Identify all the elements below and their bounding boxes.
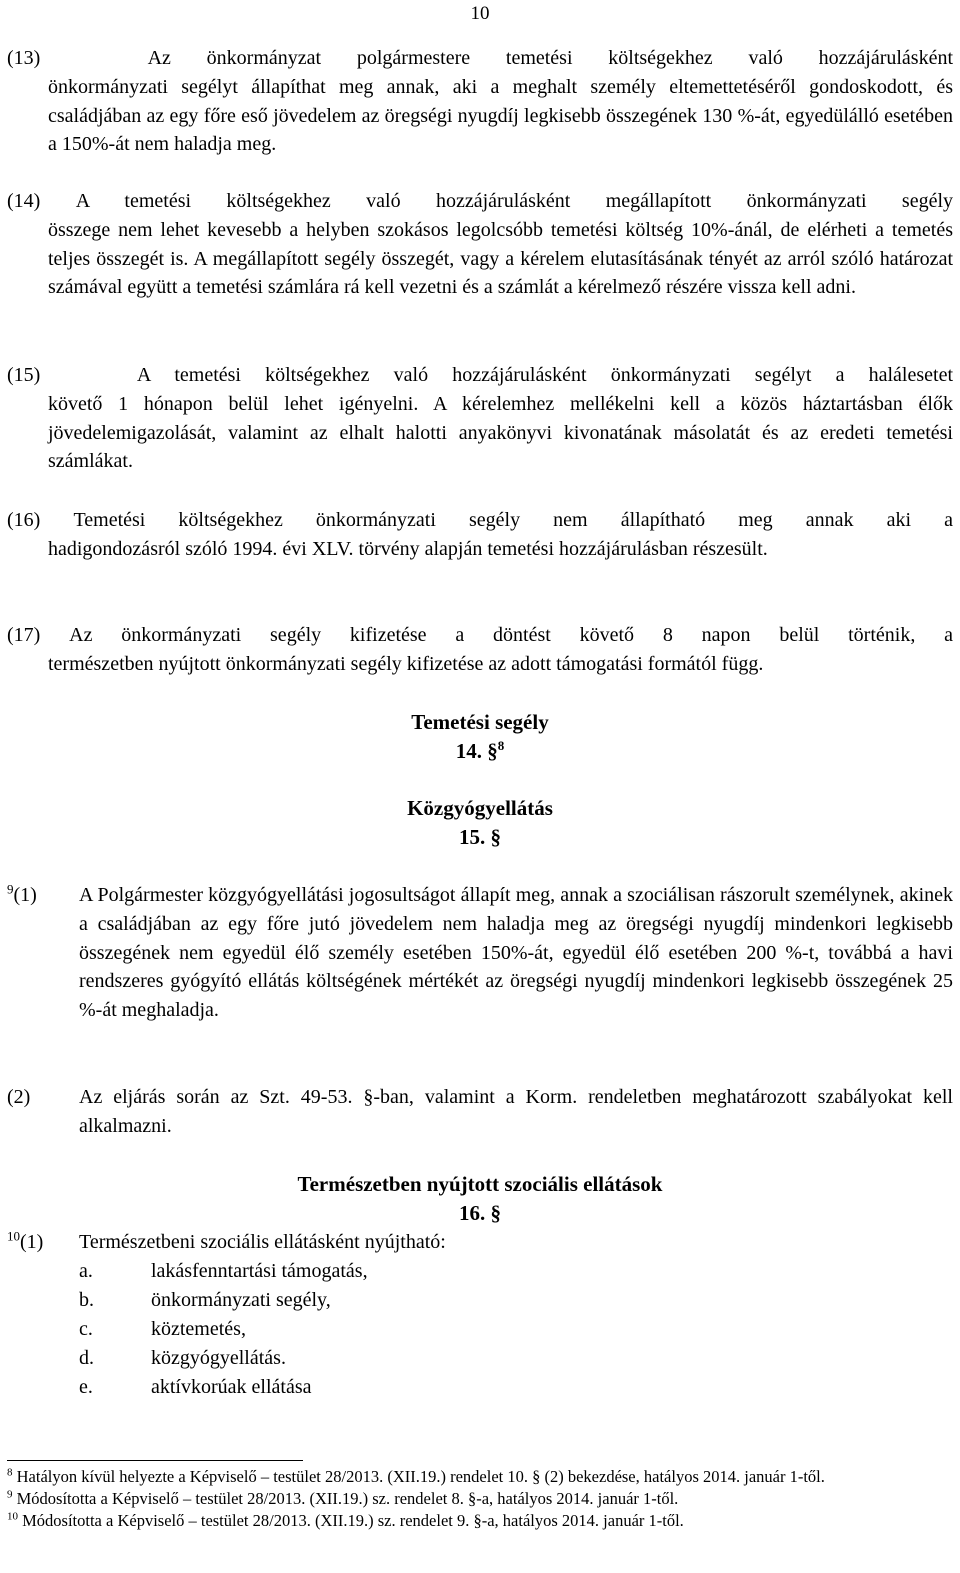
section-14-number: 14. § bbox=[455, 739, 498, 763]
footnote-number: 9 bbox=[7, 1488, 13, 1501]
paragraph-14-first-line bbox=[7, 187, 953, 216]
list-item-letter: b. bbox=[79, 1289, 94, 1311]
footnote-separator bbox=[7, 1460, 303, 1461]
section-16-heading: 16. § bbox=[459, 1201, 501, 1225]
paragraph-17 bbox=[7, 621, 953, 679]
footnote-text: Módosította a Képviselő – testület 28/2013. (XII.19.) sz. rendelet 8. §-a, hatályos 2014. január 1-től. bbox=[12, 1489, 679, 1508]
section-15-paragraph-1-label bbox=[7, 881, 79, 910]
list-item-letter: e. bbox=[79, 1376, 93, 1398]
paragraph-13-number: (13) bbox=[7, 47, 41, 69]
footnotes bbox=[7, 1466, 953, 1532]
paragraph-15-text: követő 1 hónapon belül lehet igényelni. A kérelemhez mellékelni kell a közös háztartásban élők jövedelemigazolását, valamint az elhalt halotti anyakönyvi kivonatának másolatát és az eredeti temetési számlákat. bbox=[48, 392, 953, 473]
paragraph-15 bbox=[7, 361, 953, 476]
paragraph-16-first-line bbox=[7, 506, 953, 535]
section-15-paragraph-1-text: A Polgármester közgyógyellátási jogosultságot állapít meg, annak a szociálisan rászorult személynek, akinek a családjában az egy főre jutó jövedelem nem haladja meg az öregségi nyugdíj mindenkori legkisebb összegének nem egyedül élő személy esetében 150%-át, egyedül élő esetében 200 %-t, továbbá a havi rendszeres gyógyító ellátás költségének mértékét az öregségi nyugdíj mindenkori legkisebb összegének 25 %-át meghaladja. bbox=[79, 884, 953, 1022]
section-16-paragraph-1-text: Természetbeni szociális ellátásként nyújtható: bbox=[79, 1231, 446, 1253]
section-15-paragraph-2-number: (2) bbox=[7, 1086, 31, 1108]
list-item-letter: d. bbox=[79, 1347, 94, 1369]
footnote-9 bbox=[7, 1488, 953, 1510]
paragraph-16-number: (16) bbox=[7, 509, 41, 531]
paragraph-17-first-line bbox=[7, 621, 953, 650]
list-item bbox=[79, 1373, 312, 1402]
heading-temetesi-segely: Temetési segély bbox=[411, 710, 549, 734]
footnote-ref-9[interactable]: 9 bbox=[7, 881, 14, 897]
paragraph-13-text-start: Az önkormányzat polgármestere temetési költségekhez való hozzájárulásként bbox=[147, 47, 954, 69]
footnote-8 bbox=[7, 1466, 953, 1488]
paragraph-16-text: hadigondozásról szóló 1994. évi XLV. törvény alapján temetési hozzájárulásban részesült. bbox=[48, 537, 768, 560]
list-item bbox=[79, 1315, 246, 1344]
section-15-heading: 15. § bbox=[459, 825, 501, 849]
footnote-number: 8 bbox=[7, 1466, 13, 1479]
heading-termeszetben-nyujtott: Természetben nyújtott szociális ellátások bbox=[297, 1172, 663, 1196]
paragraph-16-text-start: Temetési költségekhez önkormányzati segély nem állapítható meg annak aki a bbox=[73, 509, 954, 531]
list-item bbox=[79, 1257, 368, 1286]
section-15-paragraph-1-number: (1) bbox=[13, 884, 37, 906]
section-16-paragraph-1-number: (1) bbox=[20, 1231, 44, 1253]
footnote-text: Hatályon kívül helyezte a Képviselő – testület 28/2013. (XII.19.) rendelet 10. § (2) bekezdése, hatályos 2014. január 1-től. bbox=[12, 1467, 825, 1486]
paragraph-13 bbox=[7, 44, 953, 159]
paragraph-16 bbox=[7, 506, 953, 564]
section-16-paragraph-1-label bbox=[7, 1228, 79, 1257]
footnote-10 bbox=[7, 1510, 953, 1532]
list-item-letter: c. bbox=[79, 1318, 93, 1340]
section-14-heading bbox=[0, 737, 960, 766]
section-16-paragraph-1 bbox=[7, 1228, 953, 1257]
paragraph-17-text-start: Az önkormányzati segély kifizetése a döntést követő 8 napon belül történik, a bbox=[69, 624, 954, 646]
paragraph-14-text-start: A temetési költségekhez való hozzájárulásként megállapított önkormányzati segély bbox=[75, 190, 954, 212]
section-15-paragraph-1 bbox=[7, 881, 953, 1025]
list-item-text: lakásfenntartási támogatás, bbox=[151, 1260, 368, 1282]
footnote-ref-8[interactable]: 8 bbox=[497, 738, 505, 753]
heading-kozgyogyellatas: Közgyógyellátás bbox=[407, 796, 553, 820]
paragraph-14-text: összege nem lehet kevesebb a helyben szokásos legolcsóbb temetési költség 10%-ánál, de elérheti a temetés teljes összegét is. A megállapított segély összegét, vagy a kérelem elutasításának tényét az arról szóló határozat számával együtt a temetési számlára rá kell vezetni és a számlát a kérelmező részére vissza kell adni. bbox=[48, 218, 953, 299]
footnote-number: 10 bbox=[7, 1510, 18, 1523]
footnote-text: Módosította a Képviselő – testület 28/2013. (XII.19.) sz. rendelet 9. §-a, hatályos 2014. január 1-től. bbox=[18, 1511, 684, 1530]
list-item-text: aktívkorúak ellátása bbox=[151, 1376, 312, 1398]
list-item bbox=[79, 1344, 286, 1373]
paragraph-17-number: (17) bbox=[7, 624, 41, 646]
paragraph-13-text: önkormányzati segélyt állapíthat meg annak, aki a meghalt személy eltemettetéséről gondoskodott, és családjában az egy főre eső jövedelem az öregségi nyugdíj legkisebb összegének 130 %-át, egyedülálló esetében a 150%-át nem haladja meg. bbox=[48, 75, 953, 156]
list-item bbox=[79, 1286, 331, 1315]
paragraph-17-text: természetben nyújtott önkormányzati segély kifizetése az adott támogatási formától függ. bbox=[48, 652, 764, 675]
page-number: 10 bbox=[470, 3, 490, 24]
paragraph-15-first-line bbox=[7, 361, 953, 390]
paragraph-14-number: (14) bbox=[7, 190, 41, 212]
list-item-text: köztemetés, bbox=[151, 1318, 246, 1340]
list-item-text: közgyógyellátás. bbox=[151, 1347, 286, 1369]
footnote-ref-10[interactable]: 10 bbox=[7, 1228, 20, 1244]
paragraph-15-number: (15) bbox=[7, 364, 41, 386]
section-15-paragraph-2 bbox=[7, 1083, 953, 1141]
paragraph-13-first-line bbox=[7, 44, 953, 73]
list-item-text: önkormányzati segély, bbox=[151, 1289, 331, 1311]
paragraph-14 bbox=[7, 187, 953, 302]
section-15-paragraph-2-text: Az eljárás során az Szt. 49-53. §-ban, valamint a Korm. rendeletben meghatározott szabályokat kell alkalmazni. bbox=[79, 1086, 953, 1137]
paragraph-15-text-start: A temetési költségekhez való hozzájárulásként önkormányzati segélyt a halálesetet bbox=[136, 364, 953, 386]
list-item-letter: a. bbox=[79, 1260, 93, 1282]
